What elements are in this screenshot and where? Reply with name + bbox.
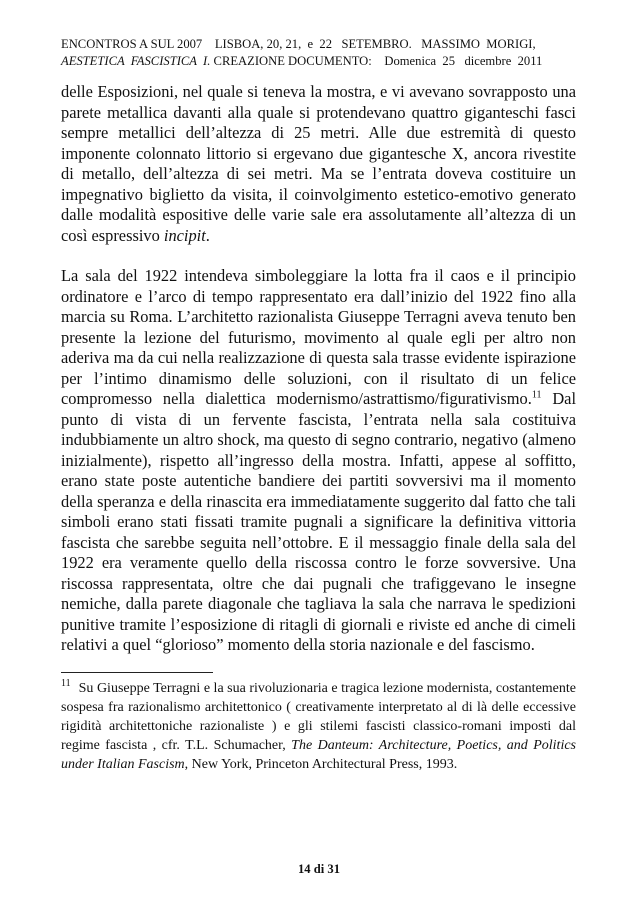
paragraph-1-text: delle Esposizioni, nel quale si teneva la mostra, e vi avevano sovrapposto una parete metallica davanti alla quale si protendevano quattro giganteschi fasci sempre metallici dell’altezza di 25 metri. Alle due estremità di questo imponente colonnato littorio si ergevano due gigantesche X, ancora rivestite di metallo, dell’altezza di sei metri. Ma se l’entrata doveva costituire un impegnativo biglietto da visita, il coinvolgimento estetico-emotivo generato dalle modalità espositive delle varie sale era assolutamente all’altezza di un così espressivo: [61, 82, 576, 245]
footnote-text-b: , New York, Princeton Architectural Press, 1993.: [184, 757, 458, 773]
document-page: [61, 36, 576, 775]
paragraph-1: [61, 82, 576, 246]
running-header: [61, 36, 576, 70]
page-number: 14 di 31: [298, 862, 340, 876]
paragraph-2: [61, 266, 576, 656]
body-text: [61, 82, 576, 656]
header-line-1: ENCONTROS A SUL 2007 LISBOA, 20, 21, e 22 SETEMBRO. MASSIMO MORIGI,: [61, 37, 536, 51]
header-title-italic: AESTETICA FASCISTICA I.: [61, 54, 211, 68]
paragraph-1-end: .: [205, 225, 210, 245]
footnote-reference[interactable]: 11: [531, 389, 542, 401]
header-line-2: [61, 53, 576, 70]
header-line-2-rest: CREAZIONE DOCUMENTO: Domenica 25 dicembre 2011: [210, 54, 543, 68]
footnote-text-a: Su Giuseppe Terragni e la sua rivoluzionaria e tragica lezione modernista, costantemente sospesa fra razionalismo architettonico ( creativamente interpretato al di là delle eccessive rigidità architettoniche razionaliste ) e gli stilemi fascisti classico-romani imposti dal regime fascista , cfr. T.L. Schumacher,: [61, 680, 576, 754]
footnote-cited-title: The Danteum: Architecture, Poetics, and Politics under Italian Fascism: [61, 738, 576, 773]
paragraph-2-part-b: Dal punto di vista di un fervente fascista, l’entrata nella sala costituiva indubbiamente un altro shock, ma questo di segno contrario, negativo (almeno inizialmente), rispetto all’ingresso della mostra. Infatti, appese al soffitto, erano state poste autentiche bandiere dei partiti sovversivi ma il momento della speranza e della rinascita era immediatamente suggerito dal fatto che tali simboli erano stati fissati tramite pugnali a significare la definitiva vittoria fascista che sarebbe seguita nell’ottobre. E il messaggio finale della sala del 1922 era veramente quello della riscossa contro le forze sovversive. Una riscossa rappresentata, oltre che dai pugnali che trafiggevano le insegne nemiche, dalla parete diagonale che tagliava la sala che narrava le spedizioni punitive tramite l’esposizione di ritagli di giornali e riviste ed anche di cimeli relativi a quel “glorioso” momento della storia nazionale e del fascismo.: [61, 389, 576, 654]
footnote-number: 11: [61, 677, 71, 689]
footnote-divider: [61, 672, 213, 673]
paragraph-1-italic: incipit: [163, 225, 206, 245]
paragraph-2-part-a: La sala del 1922 intendeva simboleggiare la lotta fra il caos e il principio ordinatore e l’arco di tempo rappresentato era dall’inizio del 1922 fino alla marcia su Roma. L’architetto razionalista Giuseppe Terragni aveva tenuto ben presente la lezione del futurismo, movimento al quale egli per altro non aderiva ma da cui nella realizzazione di questa sala trasse evidente ispirazione per l’intimo dinamismo delle soluzioni, con il risultato di un felice compromesso nella dialettica modernismo/astrattismo/figurativismo.: [61, 266, 576, 408]
footnote: [61, 679, 576, 775]
